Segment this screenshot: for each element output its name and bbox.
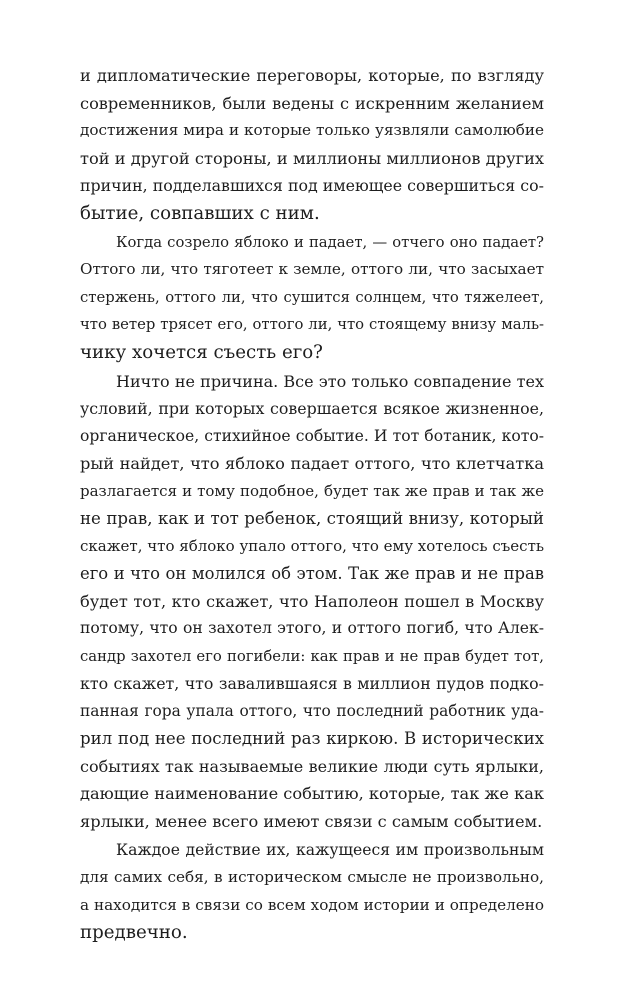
text-line: будет тот, кто скажет, что Наполеон пошел в Москву — [80, 591, 544, 611]
text-line: Ничто не причина. Все это только совпадение тех — [116, 371, 544, 391]
text-line: а находится в связи со всем ходом истории и определено — [80, 895, 544, 914]
text-line: потому, что он захотел этого, и оттого погиб, что Алек- — [80, 619, 544, 637]
text-line: современников, были ведены с искренним желанием — [80, 93, 544, 113]
text-line: органическое, стихийное событие. И тот ботаник, кото- — [80, 426, 544, 445]
book-page — [80, 62, 544, 947]
paragraph-4 — [80, 837, 544, 947]
text-line: достижения мира и которые только уязвляли самолюбие — [80, 121, 544, 139]
text-line: Когда созрело яблоко и падает, — отчего оно падает? — [116, 233, 544, 251]
text-line: той и другой стороны, и миллионы миллионов других — [80, 148, 544, 168]
text-line: причин, подделавшихся под имеющее совершиться со- — [80, 176, 544, 195]
text-line: дающие наименование событию, которые, так же как — [80, 784, 544, 803]
text-line: Каждое действие их, кажущееся им произвольным — [116, 840, 544, 859]
text-line: рил под нее последний раз киркою. В исторических — [80, 729, 544, 748]
text-line: его и что он молился об этом. Так же прав и не прав — [80, 564, 544, 583]
text-line: панная гора упала оттого, что последний работник уда- — [80, 701, 544, 720]
text-line: предвечно. — [80, 922, 188, 943]
text-line: сандр захотел его погибели: как прав и не прав будет тот, — [80, 647, 544, 665]
text-line: скажет, что яблоко упало оттого, что ему хотелось съесть — [80, 536, 545, 555]
paragraph-1 — [80, 62, 544, 227]
text-line: кто скажет, что завалившаяся в миллион пудов подко- — [80, 674, 544, 693]
text-line: рый найдет, что яблоко падает оттого, что клетчатка — [80, 454, 544, 473]
text-line: Оттого ли, что тяготеет к земле, оттого ли, что засыхает — [80, 260, 544, 278]
text-line: бытие, совпавших с ним. — [80, 202, 320, 224]
text-line: ярлыки, менее всего имеют связи с самым событием. — [80, 811, 543, 831]
text-line: для самих себя, в историческом смысле не произвольно, — [80, 868, 544, 886]
text-line: не прав, как и тот ребенок, стоящий внизу, который — [80, 509, 544, 528]
text-line: стержень, оттого ли, что сушится солнцем, что тяжелеет, — [80, 288, 544, 306]
paragraph-3 — [80, 368, 544, 836]
text-line: условий, при которых совершается всякое жизненное, — [80, 399, 544, 418]
text-line: и дипломатические переговоры, которые, по взгляду — [80, 66, 544, 85]
text-line: что ветер трясет его, оттого ли, что стоящему внизу маль- — [80, 316, 544, 333]
paragraph-2 — [80, 229, 544, 367]
text-line: событиях так называемые великие люди суть ярлыки, — [80, 756, 544, 776]
text-line: разлагается и тому подобное, будет так же прав и так же — [80, 481, 544, 500]
text-line: чику хочется съесть его? — [80, 341, 323, 363]
